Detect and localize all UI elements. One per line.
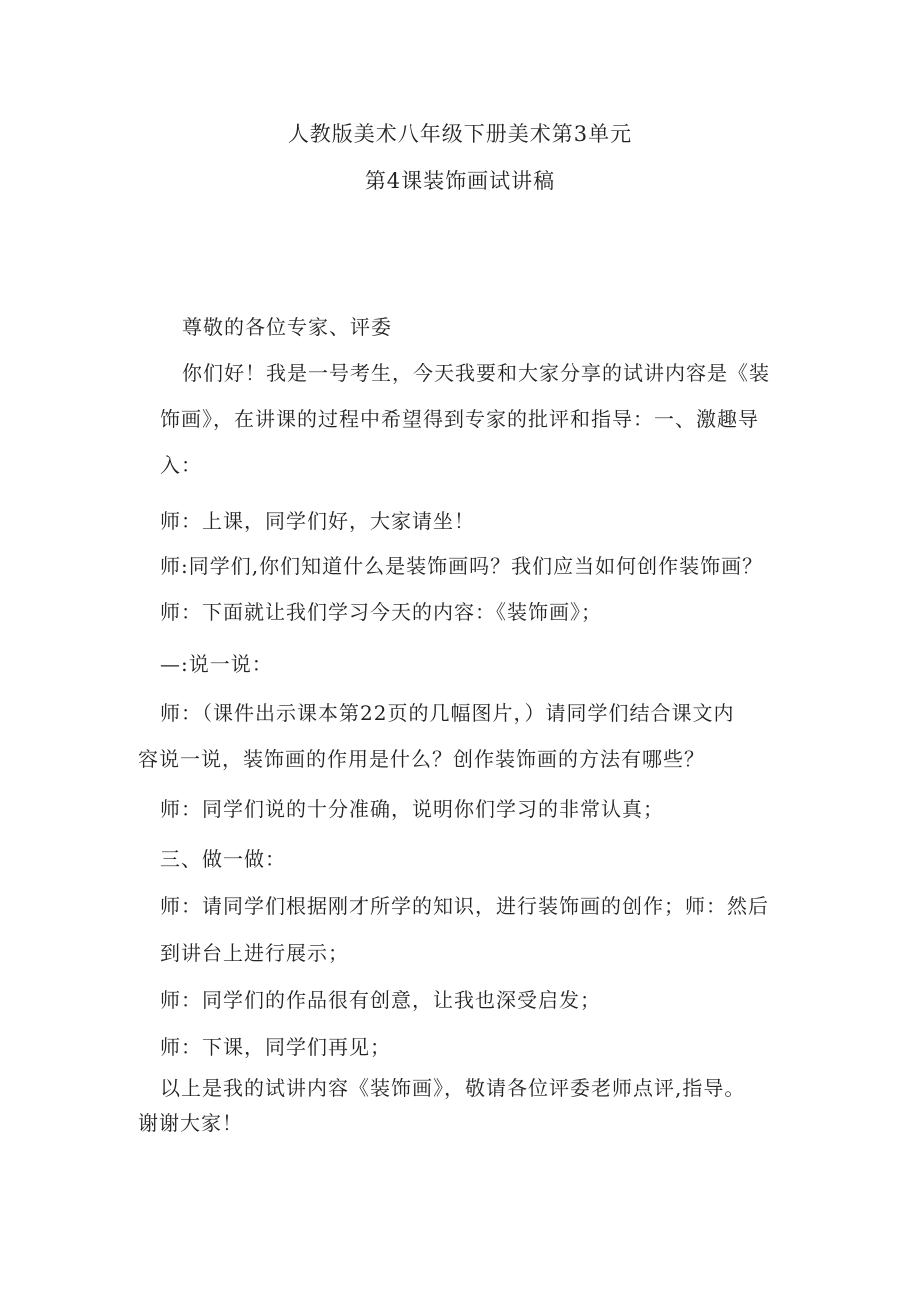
document-title-line1: 人教版美术八年级下册美术第3单元 (287, 122, 633, 146)
text-line: 到讲台上进行展示； (160, 941, 349, 965)
text-line: 师：上课，同学们好，大家请坐！ (160, 509, 475, 533)
text-line: 师：下课，同学们再见； (160, 1035, 391, 1059)
closing-line: 以上是我的试讲内容《装饰画》，敬请各位评委老师点评,指导。 (160, 1076, 746, 1100)
text-line: 师：（课件出示课本第22页的几幅图片，）请同学们结合课文内 (160, 701, 735, 725)
text-line: 你们好！我是一号考生，今天我要和大家分享的试讲内容是《装 (182, 361, 770, 385)
text-line: 饰画》，在讲课的过程中希望得到专家的批评和指导：一、激趣导 (160, 407, 759, 431)
text-line: 容说一说，装饰画的作用是什么？创作装饰画的方法有哪些？ (138, 747, 705, 771)
text-line: 师:同学们,你们知道什么是装饰画吗？我们应当如何创作装饰画？ (160, 554, 764, 578)
text-line: 师：同学们说的十分准确，说明你们学习的非常认真； (160, 797, 664, 821)
text-line: 师：同学们的作品很有创意，让我也深受启发； (160, 988, 601, 1012)
closing-thanks: 谢谢大家！ (138, 1111, 243, 1135)
section-heading: —:说一说： (160, 652, 273, 676)
document-title-line2: 第4课装饰画试讲稿 (364, 169, 556, 193)
text-line: 入： (160, 453, 202, 477)
salutation-line: 尊敬的各位专家、评委 (182, 315, 392, 339)
text-line: 师：请同学们根据刚才所学的知识，进行装饰画的创作；师：然后 (160, 894, 769, 918)
text-line: 师：下面就让我们学习今天的内容：《装饰画》； (160, 600, 602, 624)
section-heading: 三、做一做： (160, 847, 286, 871)
